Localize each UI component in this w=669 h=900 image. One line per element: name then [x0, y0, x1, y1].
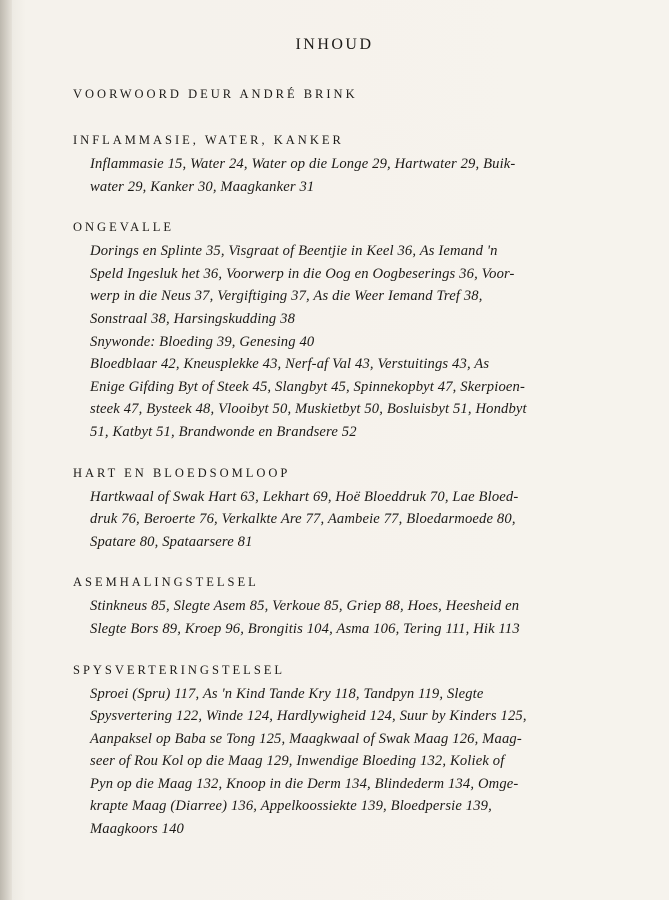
section-heading: HART EN BLOEDSOMLOOP: [73, 465, 291, 480]
foreword-entry: VOORWOORD DEUR ANDRÉ BRINK: [73, 87, 358, 101]
entry-line: Dorings en Splinte 35, Visgraat of Beentjie in Keel 36, As Iemand 'n: [90, 243, 498, 260]
section-entries: [90, 240, 628, 443]
toc-section: [73, 661, 628, 841]
toc-section: [73, 218, 628, 443]
section-entries: [90, 153, 628, 198]
page-spine-shadow: [0, 0, 12, 900]
entry-line: Maagkoors 140: [90, 821, 184, 838]
entry-line: druk 76, Beroerte 76, Verkalkte Are 77, Aambeie 77, Bloedarmoede 80,: [90, 511, 516, 528]
toc-section: [73, 464, 628, 554]
entry-line: seer of Rou Kol op die Maag 129, Inwendige Bloeding 132, Koliek of: [90, 753, 505, 770]
table-of-contents: [73, 85, 628, 861]
section-entries: [90, 486, 628, 554]
entry-line: Sonstraal 38, Harsingskudding 38: [90, 310, 296, 327]
entry-line: Aanpaksel op Baba se Tong 125, Maagkwaal of Swak Maag 126, Maag-: [90, 730, 522, 747]
toc-section: [73, 573, 628, 640]
entry-line: Sproei (Spru) 117, As 'n Kind Tande Kry 118, Tandpyn 119, Slegte: [90, 685, 484, 702]
entry-line: Hartkwaal of Swak Hart 63, Lekhart 69, Hoë Bloeddruk 70, Lae Bloed-: [90, 488, 519, 505]
toc-sections: [73, 131, 628, 841]
entry-line: steek 47, Bysteek 48, Vlooibyt 50, Muskietbyt 50, Bosluisbyt 51, Hondbyt: [90, 401, 527, 418]
entry-line: Spatare 80, Spataarsere 81: [90, 533, 253, 550]
section-entries: [90, 595, 628, 640]
entry-line: 51, Katbyt 51, Brandwonde en Brandsere 52: [90, 423, 357, 440]
section-heading: INFLAMMASIE, WATER, KANKER: [73, 133, 344, 147]
entry-line: Spysvertering 122, Winde 124, Hardlywigheid 124, Suur by Kinders 125,: [90, 708, 527, 725]
entry-line: krapte Maag (Diarree) 136, Appelkoossiekte 139, Bloedpersie 139,: [90, 798, 492, 815]
section-entries: [90, 683, 628, 841]
entry-line: Slegte Bors 89, Kroep 96, Brongitis 104, Asma 106, Tering 111, Hik 113: [90, 620, 520, 637]
section-heading: ASEMHALINGSTELSEL: [73, 575, 259, 590]
page-title: INHOUD: [295, 36, 374, 53]
toc-section: [73, 131, 628, 198]
entry-line: Speld Ingesluk het 36, Voorwerp in die Oog en Oogbeserings 36, Voor-: [90, 265, 515, 282]
entry-line: werp in die Neus 37, Vergiftiging 37, As die Weer Iemand Tref 38,: [90, 288, 483, 305]
entry-line: Pyn op die Maag 132, Knoop in die Derm 134, Blindederm 134, Omge-: [90, 775, 519, 792]
entry-line: water 29, Kanker 30, Maagkanker 31: [90, 178, 315, 195]
entry-line: Inflammasie 15, Water 24, Water op die Longe 29, Hartwater 29, Buik-: [90, 156, 516, 172]
entry-line: Bloedblaar 42, Kneusplekke 43, Nerf-af Val 43, Verstuitings 43, As: [90, 356, 490, 373]
entry-line: Snywonde: Bloeding 39, Genesing 40: [90, 333, 315, 350]
section-heading: SPYSVERTERINGSTELSEL: [73, 662, 286, 677]
entry-line: Stinkneus 85, Slegte Asem 85, Verkoue 85, Griep 88, Hoes, Heesheid en: [90, 598, 520, 615]
entry-line: Enige Gifding Byt of Steek 45, Slangbyt 45, Spinnekopbyt 47, Skerpioen-: [90, 378, 525, 395]
section-heading: ONGEVALLE: [73, 220, 175, 235]
